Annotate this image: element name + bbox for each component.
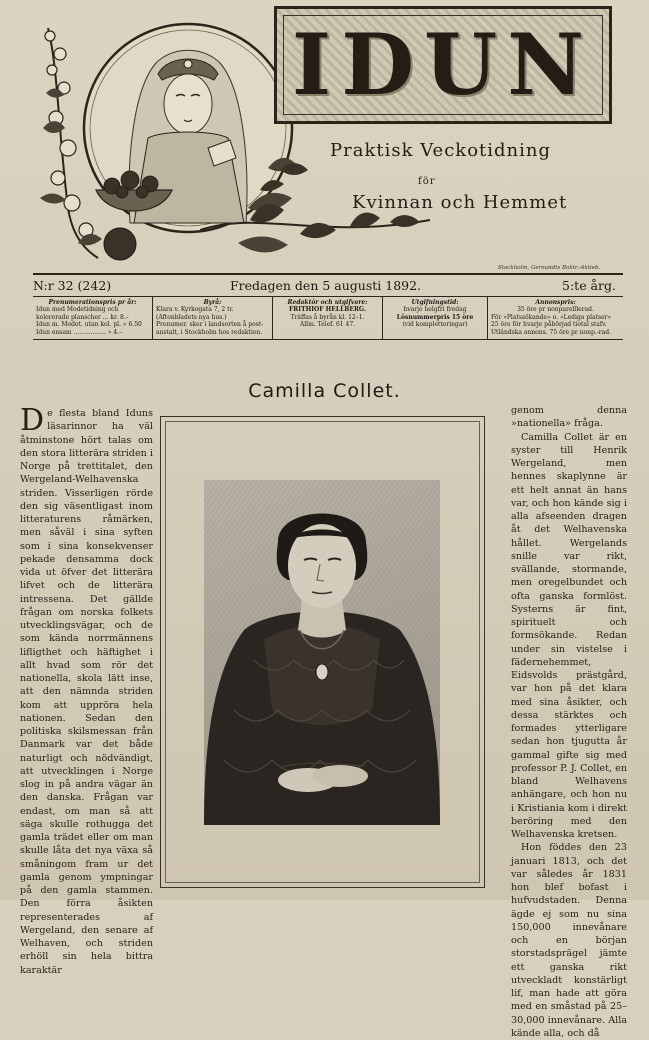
article-paragraph: genom denna »nationella» fråga. <box>511 405 627 430</box>
publication-line: hvarje helgfri fredag <box>403 306 467 314</box>
subscription-line: Idun m. Modet. utan kol. pl. » 6.50 <box>36 321 142 329</box>
volume-year: 5:te årg. <box>562 278 616 293</box>
ads-header: Annonspris: <box>535 299 576 306</box>
masthead-title-box <box>274 6 612 124</box>
editor-line: Allm. Telef. 61 47. <box>299 321 356 329</box>
ads-line: 25 öre för hvarje påbörjad tiotal stafv. <box>491 321 607 329</box>
office-line: (Aftonbladets nya hus.) <box>156 313 227 321</box>
masthead-subtitle-for: för <box>418 176 436 187</box>
editor-header: Redaktör och utgifvare: <box>287 299 368 306</box>
office-info <box>153 297 273 339</box>
article-paragraph <box>20 403 153 977</box>
editor-name: FRITHIOF HELLBERG. <box>289 306 366 314</box>
issue-number: N:r 32 (242) <box>33 278 112 293</box>
article-right-column <box>511 404 627 1040</box>
publication-line: (vid kompletteringar) <box>402 321 468 329</box>
ads-info <box>488 297 623 339</box>
ads-line: Utländska annons. 75 öre pr nonp.-rad. <box>491 328 611 336</box>
printer-credit: Stockholm, Gernandts Boktr.-Aktieb. <box>498 265 601 271</box>
ads-line: För »Platssökande» o. »Lediga platser» <box>491 313 612 321</box>
office-header: Byrå: <box>203 299 222 306</box>
masthead-subtitle-line1: Praktisk Veckotidning <box>330 140 552 161</box>
drop-cap: D <box>20 403 45 438</box>
publication-time-info <box>383 297 488 339</box>
subscription-line: kolorerade planscher ... kr. 8.– <box>36 313 129 321</box>
publication-line: Lösnummerpris 15 öre <box>396 313 474 321</box>
office-line: Klara v. Kyrkogata 7, 2 tr. <box>156 306 234 314</box>
office-line: anstalt, i Stockholm hos redaktion. <box>156 328 263 336</box>
issue-date: Fredagen den 5 augusti 1892. <box>230 278 422 293</box>
subscription-line: Idun med Modetidning och <box>36 306 119 314</box>
masthead-subtitle-line2: Kvinnan och Hemmet <box>352 192 568 213</box>
article-heading: Camilla Collet. <box>248 380 401 402</box>
masthead-title: IDUN <box>291 15 595 114</box>
publication-info-table <box>33 296 623 340</box>
subscription-line: Idun ensam ................. » 4.– <box>36 328 123 336</box>
editor-info <box>273 297 383 339</box>
ads-line: 35 öre pr nonparelllerad. <box>517 306 594 314</box>
subscription-header: Prenumerationspris pr år: <box>48 299 137 306</box>
publication-header: Utgifningstid: <box>411 299 459 306</box>
article-paragraph: Camilla Collet är en syster till Henrik Wergeland, men hennes skaplynne är ett helt annat än hans var, och hon kände sig i alla afseenden dragen åt det Welhavenska hållet. Wergelands snille var rikt, svällande, stormande, men oregelbundet och ofta ganska formlöst. Systerns är fint, spirituelt och formsökande. Redan under sin vistelse i fädernehemmet, Eidsvolds prästgård, var hon på det klara med sina åsikter, och dessa stärktes och formades ytterligare sedan hon tjugutta år gammal gifte sig med professor P. J. Collet, en bland Welhavens anhängare, och hon nu i Kristiania kom i direkt beröring med den Welhavenska kretsen. <box>511 431 627 840</box>
office-line: Prenumer. sker i landsorten å post- <box>156 321 264 329</box>
portrait-engraving <box>204 480 440 825</box>
subscription-info <box>33 297 153 339</box>
article-left-column <box>20 403 153 977</box>
article-paragraph: Hon föddes den 23 januari 1813, och det var således år 1831 hon blef bofast i hufvudstaden. Denna ägde ej som nu sina 150,000 innevånare och en början storstadsprägel jämte ett ganska rikt utveckladt konstärligt lif, man hade att göra med en småstad på 25–30,000 innevånare. Alla kände alla, och då <box>511 842 627 1039</box>
dateline-top-rule <box>33 273 623 275</box>
editor-line: Träffas å byrån kl. 12–1. <box>290 313 365 321</box>
left-column-text: e flesta bland Iduns läsarinnor ha väl åtminstone hört talas om den stora litterära striden i Norge på trettitalet, den Wergeland-Welhavenska striden. Visserligen rörde den sig väsentligast inom litteraturens råmärken, men såväl i sina syften som i sina konsekvenser pekade densamma dock vida ut öfver det litterära lifvet och de litterära intressena. Det gällde frågan om norska folkets utvecklingsvägar, och de som kända norrmännens lifligthet och häftighet i allt hvad som rör det nationella, skola lätt inse, att den nämnda striden kom att uppröra hela nationen. Sedan den politiska skilsmessan från Danmark var det både naturligt och nödvändigt, att utvecklingen i Norge slog in på andra vägar än den danska. Frågan var endast, om man så att säga skulle rothugga det gamla trädet eller om man skulle låta det nya växa så småningom fram ur det gamla genom ympningar på den gamla stammen. Den förra åsikten representerades af Wergeland, den senare af Welhaven, och striden erhöll sin hela bittra karaktär <box>20 408 153 976</box>
